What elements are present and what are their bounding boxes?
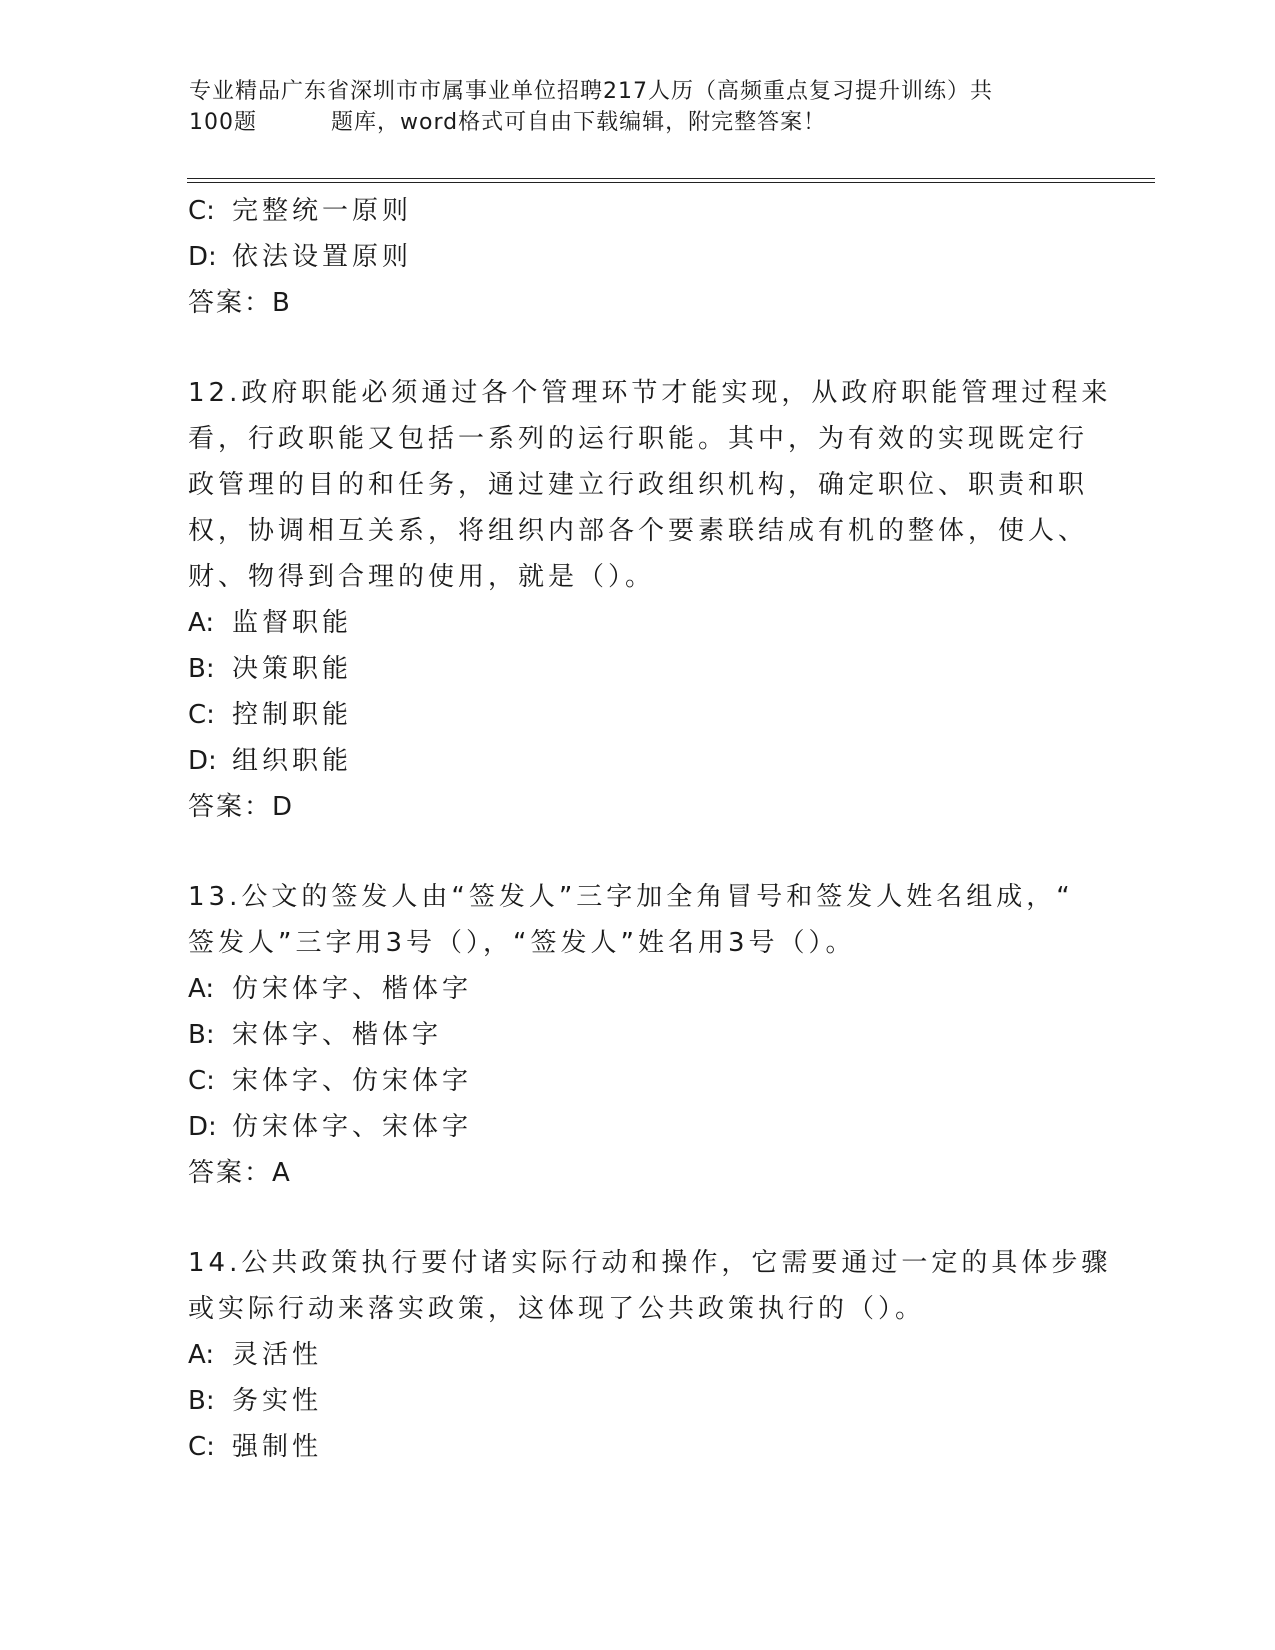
q14-stem-line: 14.公共政策执行要付诸实际行动和操作，它需要通过一定的具体步骤 [188, 1248, 1112, 1278]
option-letter: A: [188, 608, 215, 638]
header-title-line1: 专业精品广东省深圳市市属事业单位招聘217人历（高频重点复习提升训练）共 [189, 79, 993, 104]
option-text: 完整统一原则 [232, 196, 413, 226]
option-letter: D: [188, 242, 217, 272]
option-text: 宋体字、楷体字 [232, 1020, 443, 1050]
q13-stem-line: 签发人”三字用3号（），“签发人”姓名用3号（）。 [188, 928, 856, 958]
option-letter: C: [188, 1066, 215, 1096]
page-header [189, 76, 1089, 138]
q12-option-b [188, 646, 1088, 692]
option-letter: C: [188, 700, 215, 730]
option-letter: B: [188, 654, 215, 684]
q11-answer: 答案：B [188, 288, 292, 318]
q13-option-c [188, 1058, 1088, 1104]
option-text: 宋体字、仿宋体字 [232, 1066, 473, 1096]
option-letter: C: [188, 1432, 215, 1462]
option-letter: B: [188, 1020, 215, 1050]
option-letter: C: [188, 196, 215, 226]
option-letter: A: [188, 1340, 215, 1370]
option-text: 控制职能 [232, 700, 353, 730]
q13-stem-line: 13.公文的签发人由“签发人”三字加全角冒号和签发人姓名组成，“ [188, 882, 1074, 912]
option-text: 灵活性 [232, 1340, 323, 1370]
q13-stem [188, 874, 1088, 966]
q14-option-c [188, 1424, 1088, 1470]
q13-option-b [188, 1012, 1088, 1058]
option-letter: D: [188, 1112, 217, 1142]
q11-option-d [188, 234, 1088, 280]
q14-option-b [188, 1378, 1088, 1424]
q13-option-a [188, 966, 1088, 1012]
option-text: 依法设置原则 [232, 242, 413, 272]
q12-option-d [188, 738, 1088, 784]
header-title-tail: 题库，word格式可自由下载编辑，附完整答案！ [331, 110, 827, 135]
q13-answer: 答案：A [188, 1158, 292, 1188]
q12-stem-line: 政管理的目的和任务，通过建立行政组织机构，确定职位、职责和职 [188, 470, 1089, 500]
option-text: 仿宋体字、宋体字 [232, 1112, 473, 1142]
option-text: 务实性 [232, 1386, 323, 1416]
q12-option-c [188, 692, 1088, 738]
header-divider [187, 178, 1155, 183]
q12-stem-line: 看，行政职能又包括一系列的运行职能。其中，为有效的实现既定行 [188, 424, 1089, 454]
q11-option-c [188, 188, 1088, 234]
q12-stem-line: 12.政府职能必须通过各个管理环节才能实现，从政府职能管理过程来 [188, 378, 1112, 408]
option-letter: B: [188, 1386, 215, 1416]
q14-option-a [188, 1332, 1088, 1378]
q14-stem [188, 1240, 1112, 1332]
option-text: 仿宋体字、楷体字 [232, 974, 473, 1004]
q12-stem-line: 权，协调相互关系，将组织内部各个要素联结成有机的整体，使人、 [188, 516, 1089, 546]
q12-answer: 答案：D [188, 792, 295, 822]
option-text: 强制性 [232, 1432, 323, 1462]
option-text: 监督职能 [232, 608, 353, 638]
q14-stem-line: 或实际行动来落实政策，这体现了公共政策执行的（）。 [188, 1294, 926, 1324]
header-title-count: 100题 [189, 110, 257, 135]
option-letter: A: [188, 974, 215, 1004]
q13-option-d [188, 1104, 1088, 1150]
document-body [188, 188, 1112, 1470]
q12-stem-line: 财、物得到合理的使用，就是（）。 [188, 562, 656, 592]
q12-stem [188, 370, 1112, 600]
option-text: 组织职能 [232, 746, 353, 776]
q12-option-a [188, 600, 1088, 646]
header-title-line2 [189, 107, 1089, 138]
option-text: 决策职能 [232, 654, 353, 684]
option-letter: D: [188, 746, 217, 776]
